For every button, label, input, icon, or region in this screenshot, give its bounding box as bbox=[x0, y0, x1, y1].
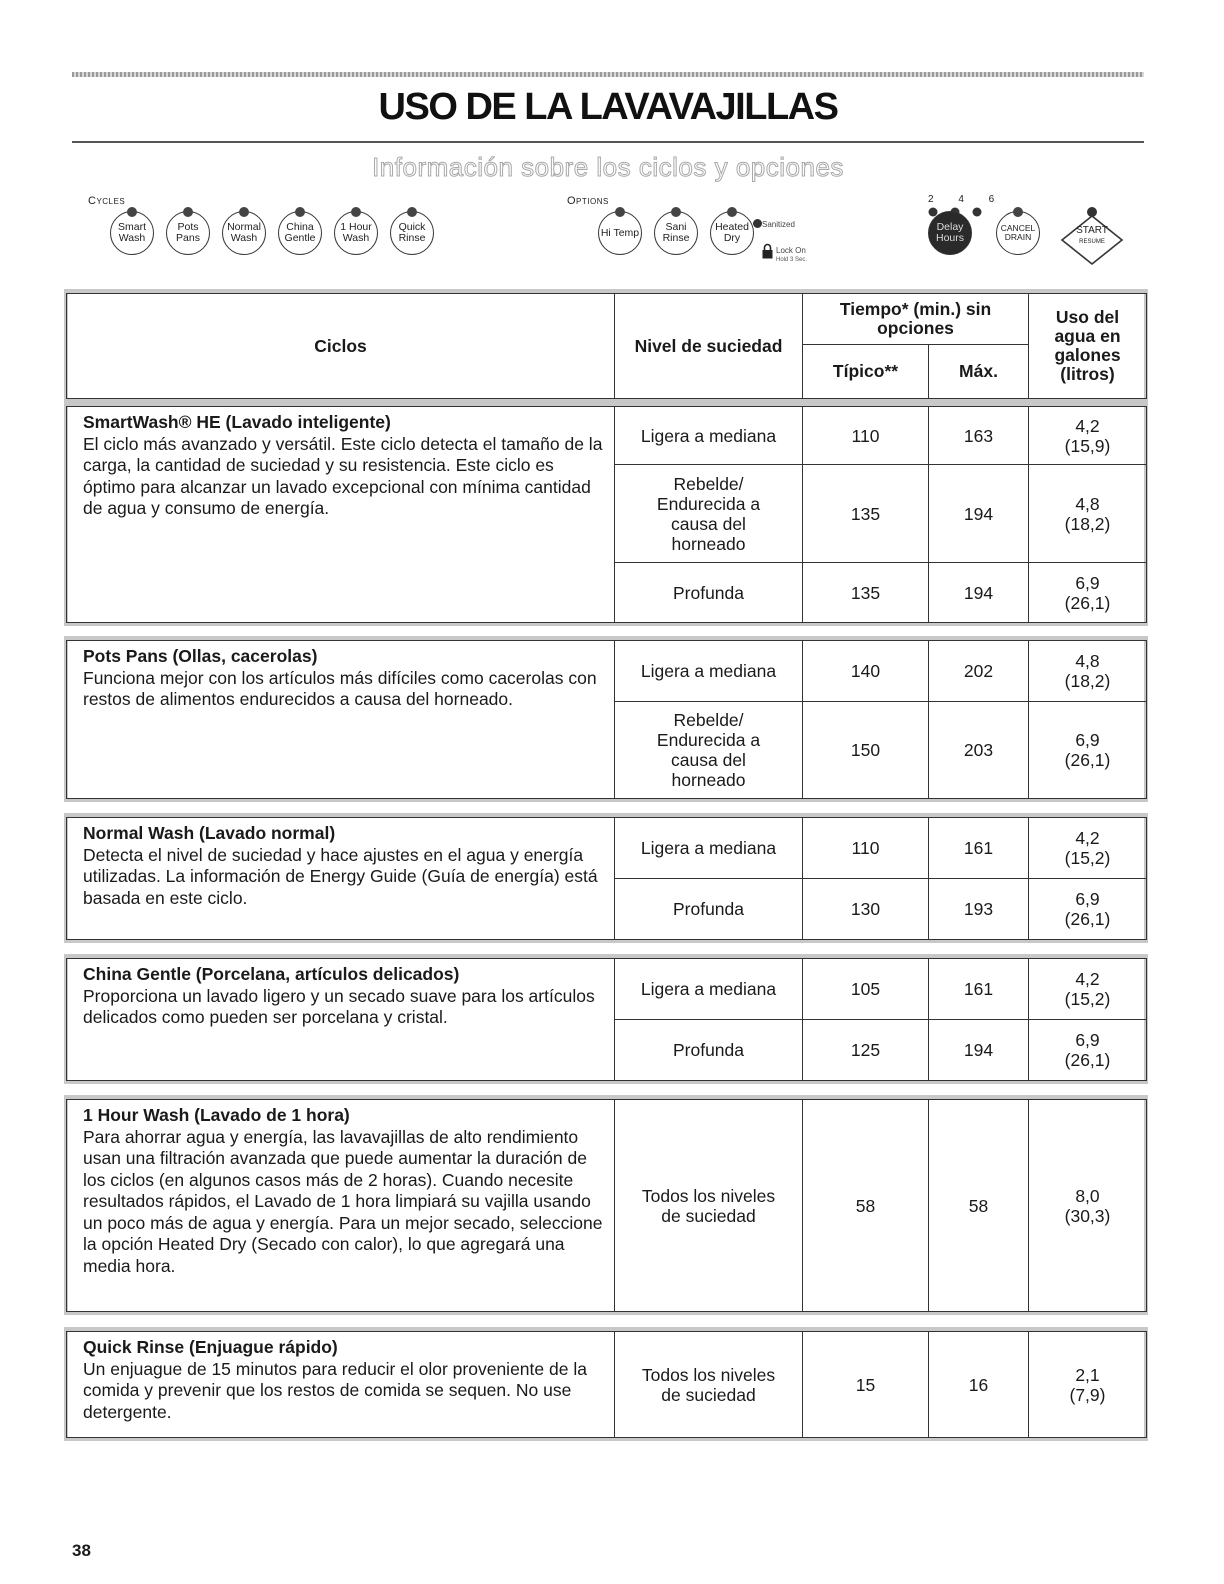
heated-dry-button[interactable]: Heated Dry bbox=[710, 211, 754, 255]
normal-wash-button[interactable]: Normal Wash bbox=[222, 211, 266, 255]
cycle-description: Para ahorrar agua y energía, las lavavajillas de alto rendimiento usan una filtración avanzada que puede aumentar la duración de los ciclos (en algunos casos más de 2 horas). Cuando necesite resultados rápidos, el Lavado de 1 hora limpiará su vajilla usando un poco más de agua y energía. Para un mejor secado, seleccione la opción Heated Dry (Secado con calor), lo que agregará una media hora. bbox=[83, 1126, 603, 1276]
agua-cell: 6,9 (26,1) bbox=[1029, 563, 1147, 623]
header-agua: Uso del agua en galones (litros) bbox=[1029, 294, 1147, 399]
max-cell: 194 bbox=[929, 1020, 1029, 1081]
cycle-cell bbox=[67, 641, 615, 799]
page-title: USO DE LA LAVAVAJILLAS bbox=[378, 86, 838, 128]
page-number: 38 bbox=[72, 1541, 91, 1560]
header-tiempo: Tiempo* (min.) sin opciones bbox=[803, 294, 1029, 345]
nivel-cell: Todos los niveles de suciedad bbox=[615, 1332, 803, 1438]
nivel-cell: Rebelde/ Endurecida a causa del horneado bbox=[615, 465, 803, 563]
cycle-description: Funciona mejor con los artículos más difíciles como cacerolas con restos de alimentos endurecidos a causa del horneado. bbox=[83, 667, 597, 709]
section-one-hour-wash bbox=[66, 1099, 1147, 1312]
agua-cell: 6,9 (26,1) bbox=[1029, 879, 1147, 940]
cycle-name: 1 Hour Wash (Lavado de 1 hora) bbox=[83, 1105, 350, 1125]
top-rule bbox=[72, 72, 1144, 77]
agua-cell: 2,1 (7,9) bbox=[1029, 1332, 1147, 1438]
agua-cell: 8,0 (30,3) bbox=[1029, 1100, 1147, 1312]
page-subtitle: Información sobre los ciclos y opciones bbox=[372, 152, 844, 182]
hi-temp-button[interactable]: Hi Temp bbox=[598, 211, 642, 255]
one-hour-wash-button[interactable]: 1 Hour Wash bbox=[334, 211, 378, 255]
max-cell: 194 bbox=[929, 465, 1029, 563]
cycles-table-header bbox=[66, 293, 1147, 399]
max-cell: 194 bbox=[929, 563, 1029, 623]
cycle-description: El ciclo más avanzado y versátil. Este ciclo detecta el tamaño de la carga, la cantidad de suciedad y su resistencia. Este ciclo es óptimo para alcanzar un lavado excepcional con mínima cantidad de agua y consumo de energía. bbox=[83, 433, 603, 518]
cycles-label: Cycles bbox=[88, 195, 126, 207]
cycle-cell bbox=[67, 1332, 615, 1438]
tipico-cell: 110 bbox=[803, 818, 929, 879]
nivel-cell: Ligera a mediana bbox=[615, 818, 803, 879]
options-label: Options bbox=[567, 195, 609, 207]
max-cell: 58 bbox=[929, 1100, 1029, 1312]
agua-cell: 6,9 (26,1) bbox=[1029, 1020, 1147, 1081]
nivel-cell: Rebelde/ Endurecida a causa del horneado bbox=[615, 702, 803, 799]
cycle-cell bbox=[67, 1100, 615, 1312]
pots-pans-button[interactable]: Pots Pans bbox=[166, 211, 210, 255]
header-nivel: Nivel de suciedad bbox=[615, 294, 803, 399]
smart-wash-button[interactable]: Smart Wash bbox=[110, 211, 154, 255]
agua-cell: 4,2 (15,2) bbox=[1029, 818, 1147, 879]
section-quick-rinse bbox=[66, 1331, 1147, 1438]
tipico-cell: 105 bbox=[803, 959, 929, 1020]
section-normal-wash bbox=[66, 817, 1147, 940]
cycle-name: Pots Pans (Ollas, cacerolas) bbox=[83, 646, 318, 666]
section-smartwash bbox=[66, 406, 1147, 623]
lock-icon bbox=[762, 243, 773, 259]
cycle-cell bbox=[67, 959, 615, 1081]
sani-rinse-button[interactable]: Sani Rinse bbox=[654, 211, 698, 255]
agua-cell: 6,9 (26,1) bbox=[1029, 702, 1147, 799]
tipico-cell: 135 bbox=[803, 465, 929, 563]
quick-rinse-button[interactable]: Quick Rinse bbox=[390, 211, 434, 255]
nivel-cell: Ligera a mediana bbox=[615, 407, 803, 465]
agua-cell: 4,2 (15,2) bbox=[1029, 959, 1147, 1020]
china-gentle-button[interactable]: China Gentle bbox=[278, 211, 322, 255]
agua-cell: 4,2 (15,9) bbox=[1029, 407, 1147, 465]
cycle-name: SmartWash® HE (Lavado inteligente) bbox=[83, 412, 391, 432]
nivel-cell: Ligera a mediana bbox=[615, 959, 803, 1020]
tipico-cell: 125 bbox=[803, 1020, 929, 1081]
nivel-cell: Profunda bbox=[615, 879, 803, 940]
tipico-cell: 15 bbox=[803, 1332, 929, 1438]
cycle-cell bbox=[67, 407, 615, 623]
header-tipico: Típico** bbox=[803, 345, 929, 399]
max-cell: 161 bbox=[929, 818, 1029, 879]
tipico-cell: 130 bbox=[803, 879, 929, 940]
tipico-cell: 135 bbox=[803, 563, 929, 623]
hold-label: Hold 3 Sec. bbox=[776, 257, 808, 263]
cycle-description: Un enjuague de 15 minutos para reducir el olor proveniente de la comida y prevenir que los restos de comida se sequen. No use detergente. bbox=[83, 1358, 587, 1422]
sanitized-light-icon bbox=[753, 219, 762, 228]
max-cell: 193 bbox=[929, 879, 1029, 940]
agua-cell: 4,8 (18,2) bbox=[1029, 641, 1147, 702]
nivel-cell: Profunda bbox=[615, 563, 803, 623]
lock-on-label: Lock On bbox=[776, 246, 806, 255]
cycle-name: China Gentle (Porcelana, artículos delicados) bbox=[83, 964, 460, 984]
tipico-cell: 58 bbox=[803, 1100, 929, 1312]
header-ciclos: Ciclos bbox=[67, 294, 615, 399]
max-cell: 163 bbox=[929, 407, 1029, 465]
max-cell: 202 bbox=[929, 641, 1029, 702]
tipico-cell: 140 bbox=[803, 641, 929, 702]
max-cell: 16 bbox=[929, 1332, 1029, 1438]
sanitized-label: Sanitized bbox=[762, 220, 795, 229]
header-max: Máx. bbox=[929, 345, 1029, 399]
agua-cell: 4,8 (18,2) bbox=[1029, 465, 1147, 563]
delay-hours-button[interactable]: Delay Hours bbox=[928, 211, 972, 255]
cycle-description: Proporciona un lavado ligero y un secado suave para los artículos delicados como pueden ser porcelana y cristal. bbox=[83, 985, 595, 1027]
section-china-gentle bbox=[66, 958, 1147, 1081]
tipico-cell: 110 bbox=[803, 407, 929, 465]
cycle-name: Quick Rinse (Enjuague rápido) bbox=[83, 1337, 338, 1357]
cycle-cell bbox=[67, 818, 615, 940]
nivel-cell: Profunda bbox=[615, 1020, 803, 1081]
start-resume-button[interactable]: START RESUME bbox=[1076, 225, 1108, 245]
max-cell: 161 bbox=[929, 959, 1029, 1020]
delay-hours-numbers: 2 4 6 bbox=[928, 194, 1006, 205]
cycle-description: Detecta el nivel de suciedad y hace ajustes en el agua y energía utilizadas. La información de Energy Guide (Guía de energía) está basada en este ciclo. bbox=[83, 844, 598, 908]
tipico-cell: 150 bbox=[803, 702, 929, 799]
section-pots-pans bbox=[66, 640, 1147, 799]
nivel-cell: Ligera a mediana bbox=[615, 641, 803, 702]
nivel-cell: Todos los niveles de suciedad bbox=[615, 1100, 803, 1312]
cycle-name: Normal Wash (Lavado normal) bbox=[83, 823, 336, 843]
max-cell: 203 bbox=[929, 702, 1029, 799]
title-rule bbox=[72, 141, 1144, 143]
cancel-drain-button[interactable]: CANCEL DRAIN bbox=[996, 211, 1040, 255]
